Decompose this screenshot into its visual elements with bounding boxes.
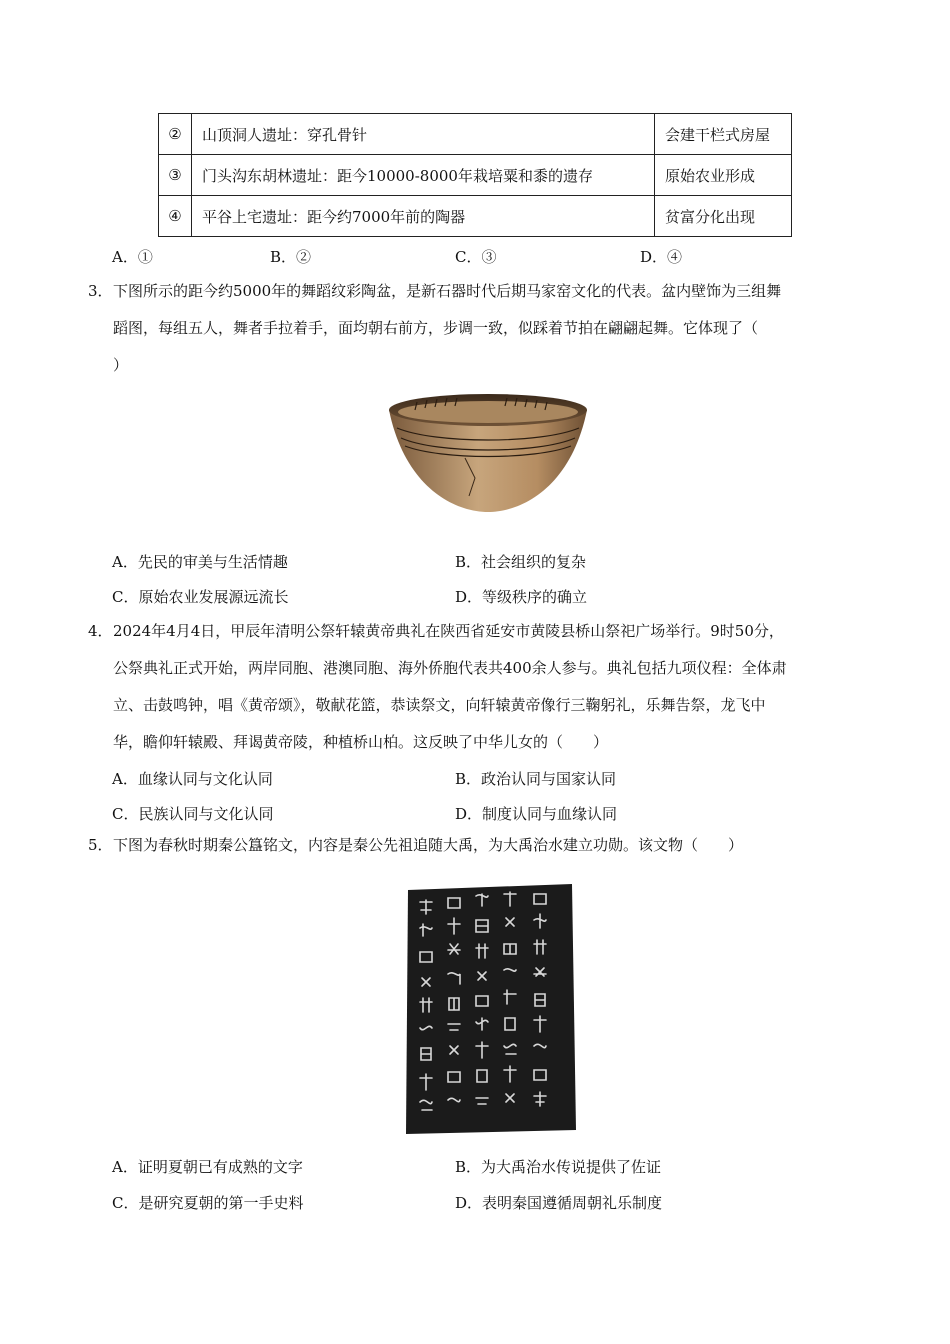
question-number: 3． [88,282,113,300]
question-text: ） [113,356,129,374]
q2-option-c[interactable]: C．③ [455,248,497,266]
q5-option-a[interactable]: A．证明夏朝已有成熟的文字 [112,1158,303,1176]
question-3 [88,273,878,384]
q3-option-a[interactable]: A．先民的审美与生活情趣 [112,553,288,571]
q2-option-d[interactable]: D．④ [640,248,683,266]
question-text: 下图所示的距今约5000年的舞蹈纹彩陶盆，是新石器时代后期马家窑文化的代表。盆内壁饰为三组舞 [113,282,782,300]
question-text: 下图为春秋时期秦公簋铭文，内容是秦公先祖追随大禹，为大禹治水建立功勋。该文物（ ） [113,836,744,854]
table-row [159,114,792,155]
question-text: 华，瞻仰轩辕殿、拜谒黄帝陵，种植桥山柏。这反映了中华儿女的（ ） [113,733,609,751]
q4-option-a[interactable]: A．血缘认同与文化认同 [112,770,273,788]
q5-option-d[interactable]: D．表明秦国遵循周朝礼乐制度 [455,1194,663,1212]
row-number: ④ [159,196,192,237]
q3-option-c[interactable]: C．原始农业发展源远流长 [112,588,289,606]
site-cell: 山顶洞人遗址：穿孔骨针 [192,114,655,155]
question-text: 蹈图，每组五人，舞者手拉着手，面均朝右前方，步调一致，似踩着节拍在翩翩起舞。它体现了（ [113,319,759,337]
site-cell: 平谷上宅遗址：距今约7000年前的陶器 [192,196,655,237]
question-number: 5． [88,836,113,854]
site-table [158,113,792,237]
q2-option-b[interactable]: B．② [270,248,312,266]
q2-option-a[interactable]: A．① [112,248,153,266]
row-number: ② [159,114,192,155]
question-text: 2024年4月4日，甲辰年清明公祭轩辕黄帝典礼在陕西省延安市黄陵县桥山祭祀广场举行。9时50分， [113,622,784,640]
row-number: ③ [159,155,192,196]
q3-option-b[interactable]: B．社会组织的复杂 [455,553,587,571]
inscription-rubbing-image [402,880,578,1138]
table-row [159,196,792,237]
question-5 [88,827,878,864]
question-number: 4． [88,622,113,640]
question-text: 立、击鼓鸣钟，唱《黄帝颂》，敬献花篮，恭读祭文，向轩辕黄帝像行三鞠躬礼，乐舞告祭，龙飞中 [113,696,766,714]
q4-option-d[interactable]: D．制度认同与血缘认同 [455,805,618,823]
result-cell: 会建干栏式房屋 [655,114,792,155]
site-cell: 门头沟东胡林遗址：距今10000-8000年栽培粟和黍的遗存 [192,155,655,196]
q5-option-c[interactable]: C．是研究夏朝的第一手史料 [112,1194,304,1212]
question-text: 公祭典礼正式开始，两岸同胞、港澳同胞、海外侨胞代表共400余人参与。典礼包括九项仪程：全体肃 [113,659,787,677]
table-row [159,155,792,196]
q5-option-b[interactable]: B．为大禹治水传说提供了佐证 [455,1158,662,1176]
q4-option-c[interactable]: C．民族认同与文化认同 [112,805,274,823]
result-cell: 贫富分化出现 [655,196,792,237]
q4-option-b[interactable]: B．政治认同与国家认同 [455,770,617,788]
painted-pottery-bowl-image [385,388,591,518]
result-cell: 原始农业形成 [655,155,792,196]
question-4 [88,613,878,761]
q3-option-d[interactable]: D．等级秩序的确立 [455,588,588,606]
